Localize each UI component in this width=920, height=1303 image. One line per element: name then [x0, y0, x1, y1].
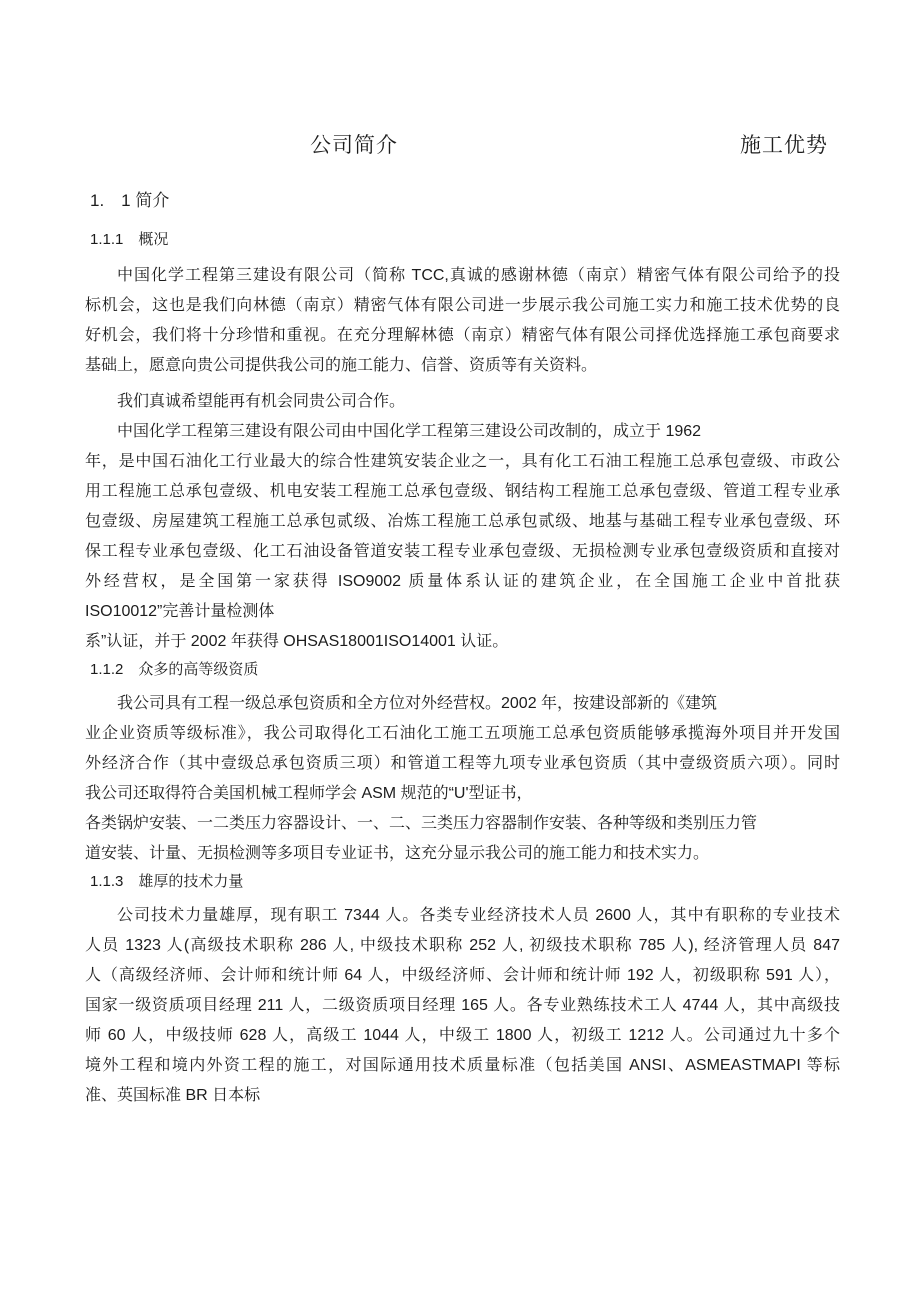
text-line: ISO10012”完善计量检测体 — [85, 603, 275, 620]
text-line: 境外工程和境内外资工程的施工，对国际通用技术质量标准（包括美国 ANSI、ASMEASTMAPI 等标 — [85, 1057, 840, 1074]
text-line: 道安装、计量、无损检测等多项目专业证书，这充分显示我公司的施工能力和技术实力。 — [85, 845, 710, 862]
section-heading: 1. 1 简介 — [90, 191, 170, 210]
text-line: 好机会，我们将十分珍惜和重视。在充分理解林德（南京）精密气体有限公司择优选择施工承包商要求 — [85, 327, 840, 344]
text-line: 中国化学工程第三建设有限公司由中国化学工程第三建设公司改制的，成立于 1962 — [117, 423, 702, 440]
text-line: 国家一级资质项目经理 211 人，二级资质项目经理 165 人。各专业熟练技术工人 4744 人，其中高级技 — [85, 997, 840, 1014]
header-left-title: 公司简介 — [310, 134, 398, 157]
text-line: 我们真诚希望能再有机会同贵公司合作。 — [117, 393, 406, 410]
text-line: 年，是中国石油化工行业最大的综合性建筑安装企业之一，具有化工石油工程施工总承包壹级、市政公 — [85, 453, 840, 470]
header-right-title: 施工优势 — [740, 134, 828, 157]
text-line: 我公司还取得符合美国机械工程师学会 ASM 规范的“U'型证书， — [85, 785, 533, 802]
text-line: 我公司具有工程一级总承包资质和全方位对外经营权。2002 年，按建设部新的《建筑 — [117, 695, 718, 712]
text-line: 包壹级、房屋建筑工程施工总承包贰级、冶炼工程施工总承包贰级、地基与基础工程专业承包壹级、环 — [85, 513, 840, 530]
section-heading: 1.1.3 雄厚的技术力量 — [90, 873, 244, 890]
text-line: 人（高级经济师、会计师和统计师 64 人，中级经济师、会计师和统计师 192 人，初级职称 591 人）， — [85, 967, 840, 984]
text-line: 师 60 人，中级技师 628 人，高级工 1044 人，中级工 1800 人，初级工 1212 人。公司通过九十多个 — [85, 1027, 840, 1044]
text-line: 外经营权，是全国第一家获得 ISO9002 质量体系认证的建筑企业，在全国施工企业中首批获 — [85, 573, 840, 590]
page-header — [85, 133, 840, 159]
text-line: 业企业资质等级标准》，我公司取得化工石油化工施工五项施工总承包资质能够承揽海外项目并开发国 — [85, 725, 840, 742]
text-line: 保工程专业承包壹级、化工石油设备管道安装工程专业承包壹级、无损检测专业承包壹级资质和直接对 — [85, 543, 840, 560]
text-line: 外经济合作（其中壹级总承包资质三项）和管道工程等九项专业承包资质（其中壹级资质六项）。同时 — [85, 755, 840, 772]
text-line: 人员 1323 人(高级技术职称 286 人, 中级技术职称 252 人, 初级技术职称 785 人), 经济管理人员 847 — [85, 937, 840, 954]
text-line: 基础上，愿意向贵公司提供我公司的施工能力、信誉、资质等有关资料。 — [85, 357, 598, 374]
text-line: 准、英国标准 BR 日本标 — [85, 1087, 261, 1104]
document-body — [85, 189, 840, 1111]
text-line: 系”认证，并于 2002 年获得 OHSAS18001ISO14001 认证。 — [85, 633, 509, 650]
section-heading: 1.1.1 概况 — [90, 231, 169, 248]
text-line: 标机会，这也是我们向林德（南京）精密气体有限公司进一步展示我公司施工实力和施工技术优势的良 — [85, 297, 840, 314]
text-line: 用工程施工总承包壹级、机电安装工程施工总承包壹级、钢结构工程施工总承包壹级、管道工程专业承 — [85, 483, 840, 500]
text-line: 公司技术力量雄厚，现有职工 7344 人。各类专业经济技术人员 2600 人，其中有职称的专业技术 — [117, 907, 840, 924]
text-line: 中国化学工程第三建设有限公司（简称 TCC,真诚的感谢林德（南京）精密气体有限公司给予的投 — [117, 267, 840, 284]
text-line: 各类锅炉安装、一二类压力容器设计、一、二、三类压力容器制作安装、各种等级和类别压力管 — [85, 815, 758, 832]
section-heading: 1.1.2 众多的高等级资质 — [90, 661, 259, 678]
